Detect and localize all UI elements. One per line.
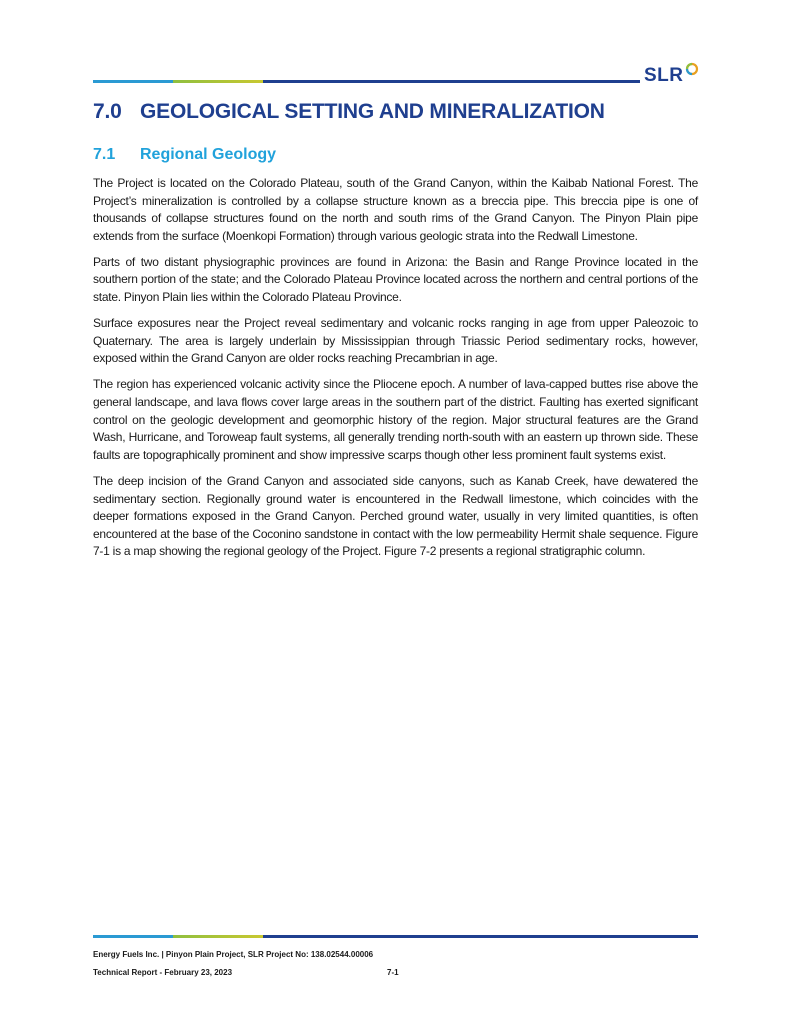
page-number: 7-1: [387, 968, 399, 977]
paragraph: The Project is located on the Colorado Plateau, south of the Grand Canyon, within the Kaibab National Forest. The Project’s mineralization is controlled by a collapse structure known as a breccia pipe. This breccia pipe is one of thousands of collapse structures found on the north and south rims of the Grand Canyon. The Pinyon Plain pipe extends from the surface (Moenkopi Formation) through various geologic strata into the Redwall Limestone.: [93, 176, 698, 243]
section-number: 7.0: [93, 100, 122, 123]
subsection-number: 7.1: [93, 146, 116, 163]
footer-report-line: [93, 968, 698, 977]
logo-text: SLR: [644, 65, 684, 86]
paragraph: The deep incision of the Grand Canyon and associated side canyons, such as Kanab Creek, have dewatered the sedimentary section. Regionally ground water is encountered in the Redwall limestone, which coincides with the deeper formations exposed in the Grand Canyon. Perched ground water, usually in very limited quantities, is often encountered at the base of the Coconino sandstone in contact with the low permeability Hermit shale sequence. Figure 7-1 is a map showing the regional geology of the Project. Figure 7-2 presents a regional stratigraphic column.: [93, 473, 698, 559]
paragraph: Parts of two distant physiographic provinces are found in Arizona: the Basin and Range Province located in the southern portion of the state; and the Colorado Plateau Province located across the northern and central portions of the state. Pinyon Plain lies within the Colorado Plateau Province.: [93, 254, 698, 305]
slr-logo: [644, 62, 699, 86]
section-title: GEOLOGICAL SETTING AND MINERALIZATION: [140, 100, 605, 123]
subsection-title: Regional Geology: [140, 146, 277, 163]
subsection-heading: [93, 146, 276, 164]
slr-swirl-icon: [685, 62, 699, 76]
paragraph: Surface exposures near the Project reveal sedimentary and volcanic rocks ranging in age from upper Paleozoic to Quaternary. The area is largely underlain by Mississippian through Triassic Period sedimentary rocks, however, exposed within the Grand Canyon are older rocks reaching Precambrian in age.: [93, 316, 698, 366]
footer-report-date: Technical Report - February 23, 2023: [93, 968, 233, 977]
footer-project-line: Energy Fuels Inc. | Pinyon Plain Project, SLR Project No: 138.02544.00006: [93, 950, 374, 959]
paragraph: The region has experienced volcanic activity since the Pliocene epoch. A number of lava-capped buttes rise above the general landscape, and lava flows cover large areas in the southern part of the district. Faulting has exerted significant control on the geologic development and geomorphic history of the region. Major structural features are the Grand Wash, Hurricane, and Toroweap fault systems, all generally trending north-south with an eastern up thrown side. These faults are topographically prominent and show impressive scarps though other less prominent fault systems exist.: [93, 377, 698, 462]
body-text: [93, 175, 698, 569]
footer-rule: [93, 935, 698, 938]
header-rule: [93, 80, 640, 83]
section-heading: [93, 100, 605, 124]
